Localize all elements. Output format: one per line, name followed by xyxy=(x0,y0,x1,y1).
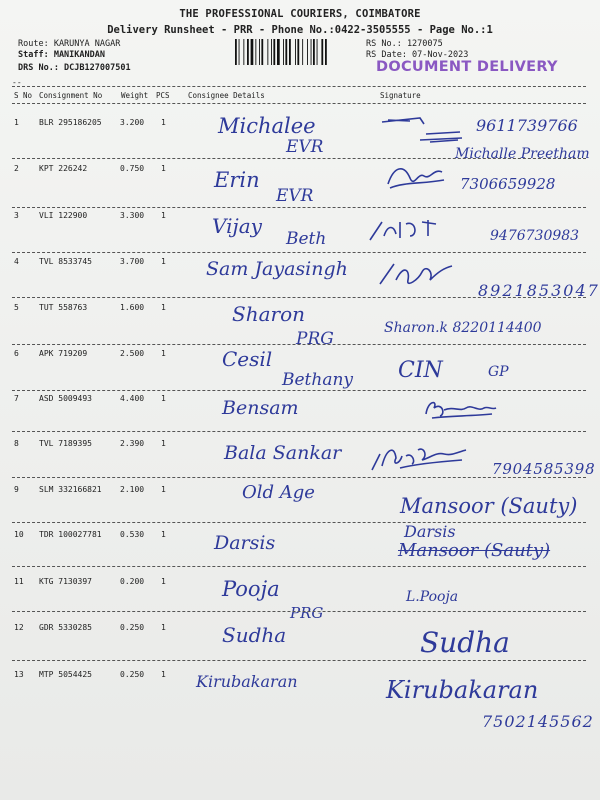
row-9-consignee-name: Old Age xyxy=(242,482,315,503)
row-13-phone: 7502145562 xyxy=(482,712,594,731)
header-divider-top xyxy=(12,86,586,87)
row-1-consignee-name: Michalee xyxy=(218,114,316,138)
row-6-weight: 2.500 xyxy=(120,349,145,358)
col-header-sno: S No xyxy=(14,91,33,100)
row-1-consignee-area: EVR xyxy=(286,137,324,157)
col-header-signature: Signature xyxy=(380,91,421,100)
row-4-consignment: TVL 8533745 xyxy=(39,257,92,266)
row-4-signature xyxy=(376,254,456,294)
barcode xyxy=(234,39,360,65)
row-2-consignment: KPT 226242 xyxy=(39,164,88,173)
row-1-weight: 3.200 xyxy=(120,118,145,127)
row-4-sno: 4 xyxy=(14,257,19,266)
row-3-pcs: 1 xyxy=(161,211,166,220)
row-13-sno: 13 xyxy=(14,670,24,679)
row-2-weight: 0.750 xyxy=(120,164,145,173)
row-5-divider xyxy=(12,344,586,345)
row-3-consignment: VLI 122900 xyxy=(39,211,88,220)
row-11-weight: 0.200 xyxy=(120,577,145,586)
row-8-signature xyxy=(366,436,476,476)
row-12-consignee-name: Sudha xyxy=(222,623,287,647)
row-7-signature xyxy=(420,392,500,424)
col-header-consignment: Consignment No xyxy=(39,91,103,100)
sheet-title: Delivery Runsheet - PRR - Phone No.:0422-3505555 - Page No.:1 xyxy=(107,24,493,36)
rs-date: RS Date: 07-Nov-2023 xyxy=(366,50,469,60)
row-5-signature-note: Sharon.k 8220114400 xyxy=(384,320,542,336)
company-name: THE PROFESSIONAL COURIERS, COIMBATORE xyxy=(179,8,421,20)
row-4-weight: 3.700 xyxy=(120,257,145,266)
row-3-consignee-area: Beth xyxy=(286,229,327,249)
row-9-signature: Mansoor (Sauty) xyxy=(400,494,578,518)
row-10-consignee-name: Darsis xyxy=(214,532,276,554)
row-8-phone: 7904585398 xyxy=(492,460,596,478)
row-5-weight: 1.600 xyxy=(120,303,145,312)
row-10-divider xyxy=(12,566,586,567)
row-11-consignment: KTG 7130397 xyxy=(39,577,92,586)
row-4-pcs: 1 xyxy=(161,257,166,266)
row-7-consignment: ASD 5009493 xyxy=(39,394,92,403)
row-11-sno: 11 xyxy=(14,577,24,586)
row-8-divider xyxy=(12,477,586,478)
row-3-weight: 3.300 xyxy=(120,211,145,220)
staff-label: Staff: MANIKANDAN xyxy=(18,50,105,60)
row-6-pcs: 1 xyxy=(161,349,166,358)
row-5-consignment: TUT 558763 xyxy=(39,303,88,312)
row-12-pcs: 1 xyxy=(161,623,166,632)
row-10-crossed-note: Mansoor (Sauty) xyxy=(398,540,551,561)
row-2-pcs: 1 xyxy=(161,164,166,173)
row-6-sno: 6 xyxy=(14,349,19,358)
row-8-pcs: 1 xyxy=(161,439,166,448)
col-header-weight: Weight xyxy=(121,91,149,100)
row-7-consignee-name: Bensam xyxy=(222,397,299,419)
row-11-consignee-area: PRG xyxy=(290,604,324,622)
row-7-sno: 7 xyxy=(14,394,19,403)
row-2-phone: 7306659928 xyxy=(460,175,556,193)
row-13-signature: Kirubakaran xyxy=(386,676,539,704)
row-8-consignee-name: Bala Sankar xyxy=(224,442,342,464)
row-1-pcs: 1 xyxy=(161,118,166,127)
row-1-signature xyxy=(380,112,470,148)
row-8-consignment: TVL 7189395 xyxy=(39,439,92,448)
row-9-pcs: 1 xyxy=(161,485,166,494)
row-4-consignee-name: Sam Jayasingh xyxy=(206,258,348,280)
row-2-consignee-name: Erin xyxy=(214,168,260,192)
row-12-weight: 0.250 xyxy=(120,623,145,632)
row-9-weight: 2.100 xyxy=(120,485,145,494)
row-13-consignee-name: Kirubakaran xyxy=(196,672,298,691)
row-2-sno: 2 xyxy=(14,164,19,173)
row-9-divider xyxy=(12,522,586,523)
row-1-consignment: BLR 295186205 xyxy=(39,118,102,127)
row-12-consignment: GDR 5330285 xyxy=(39,623,92,632)
rs-number: RS No.: 1270075 xyxy=(366,39,443,49)
row-5-consignee-area: PRG xyxy=(296,329,334,349)
row-13-consignment: MTP 5054425 xyxy=(39,670,92,679)
row-3-signature xyxy=(366,214,446,248)
row-5-pcs: 1 xyxy=(161,303,166,312)
header-dashes: -- xyxy=(12,78,22,87)
row-13-pcs: 1 xyxy=(161,670,166,679)
row-3-divider xyxy=(12,252,586,253)
row-7-divider xyxy=(12,431,586,432)
row-2-signature xyxy=(384,158,454,198)
col-header-consignee: Consignee Details xyxy=(188,91,265,100)
row-10-pcs: 1 xyxy=(161,530,166,539)
row-6-consignee-name: Cesil xyxy=(222,347,273,371)
document-delivery-stamp: DOCUMENT DELIVERY xyxy=(376,59,558,75)
drs-number: DRS No.: DCJB127007501 xyxy=(18,63,131,73)
row-11-divider xyxy=(12,611,586,612)
row-7-weight: 4.400 xyxy=(120,394,145,403)
row-8-weight: 2.390 xyxy=(120,439,145,448)
row-4-divider xyxy=(12,297,586,298)
row-1-phone: 9611739766 xyxy=(476,116,578,135)
row-10-signature: Darsis xyxy=(404,522,456,541)
row-9-sno: 9 xyxy=(14,485,19,494)
row-1-divider xyxy=(12,158,586,159)
row-8-sno: 8 xyxy=(14,439,19,448)
row-12-divider xyxy=(12,660,586,661)
row-4-phone: 8921853047 xyxy=(478,281,600,300)
row-13-weight: 0.250 xyxy=(120,670,145,679)
row-12-sno: 12 xyxy=(14,623,24,632)
row-6-consignee-area: Bethany xyxy=(282,370,354,390)
row-7-pcs: 1 xyxy=(161,394,166,403)
row-12-signature: Sudha xyxy=(420,626,510,659)
row-6-consignment: APK 719209 xyxy=(39,349,88,358)
row-6-note: GP xyxy=(488,364,509,380)
row-2-consignee-area: EVR xyxy=(276,186,314,206)
row-3-consignee-name: Vijay xyxy=(212,214,262,238)
header-divider-bottom xyxy=(12,103,586,104)
row-6-signature: CIN xyxy=(398,358,443,383)
row-10-weight: 0.530 xyxy=(120,530,145,539)
row-1-recipient: Michalle Preetham xyxy=(455,146,590,162)
row-11-consignee-name: Pooja xyxy=(222,577,280,601)
row-3-phone: 9476730983 xyxy=(490,228,580,244)
row-6-divider xyxy=(12,390,586,391)
row-10-consignment: TDR 100027781 xyxy=(39,530,102,539)
row-10-sno: 10 xyxy=(14,530,24,539)
route-label: Route: KARUNYA NAGAR xyxy=(18,39,121,49)
row-3-sno: 3 xyxy=(14,211,19,220)
row-1-sno: 1 xyxy=(14,118,19,127)
row-5-sno: 5 xyxy=(14,303,19,312)
row-2-divider xyxy=(12,207,586,208)
col-header-pcs: PCS xyxy=(156,91,170,100)
row-11-signature: L.Pooja xyxy=(406,589,459,605)
row-9-consignment: SLM 332166821 xyxy=(39,485,102,494)
row-11-pcs: 1 xyxy=(161,577,166,586)
row-5-consignee-name: Sharon xyxy=(232,302,305,326)
